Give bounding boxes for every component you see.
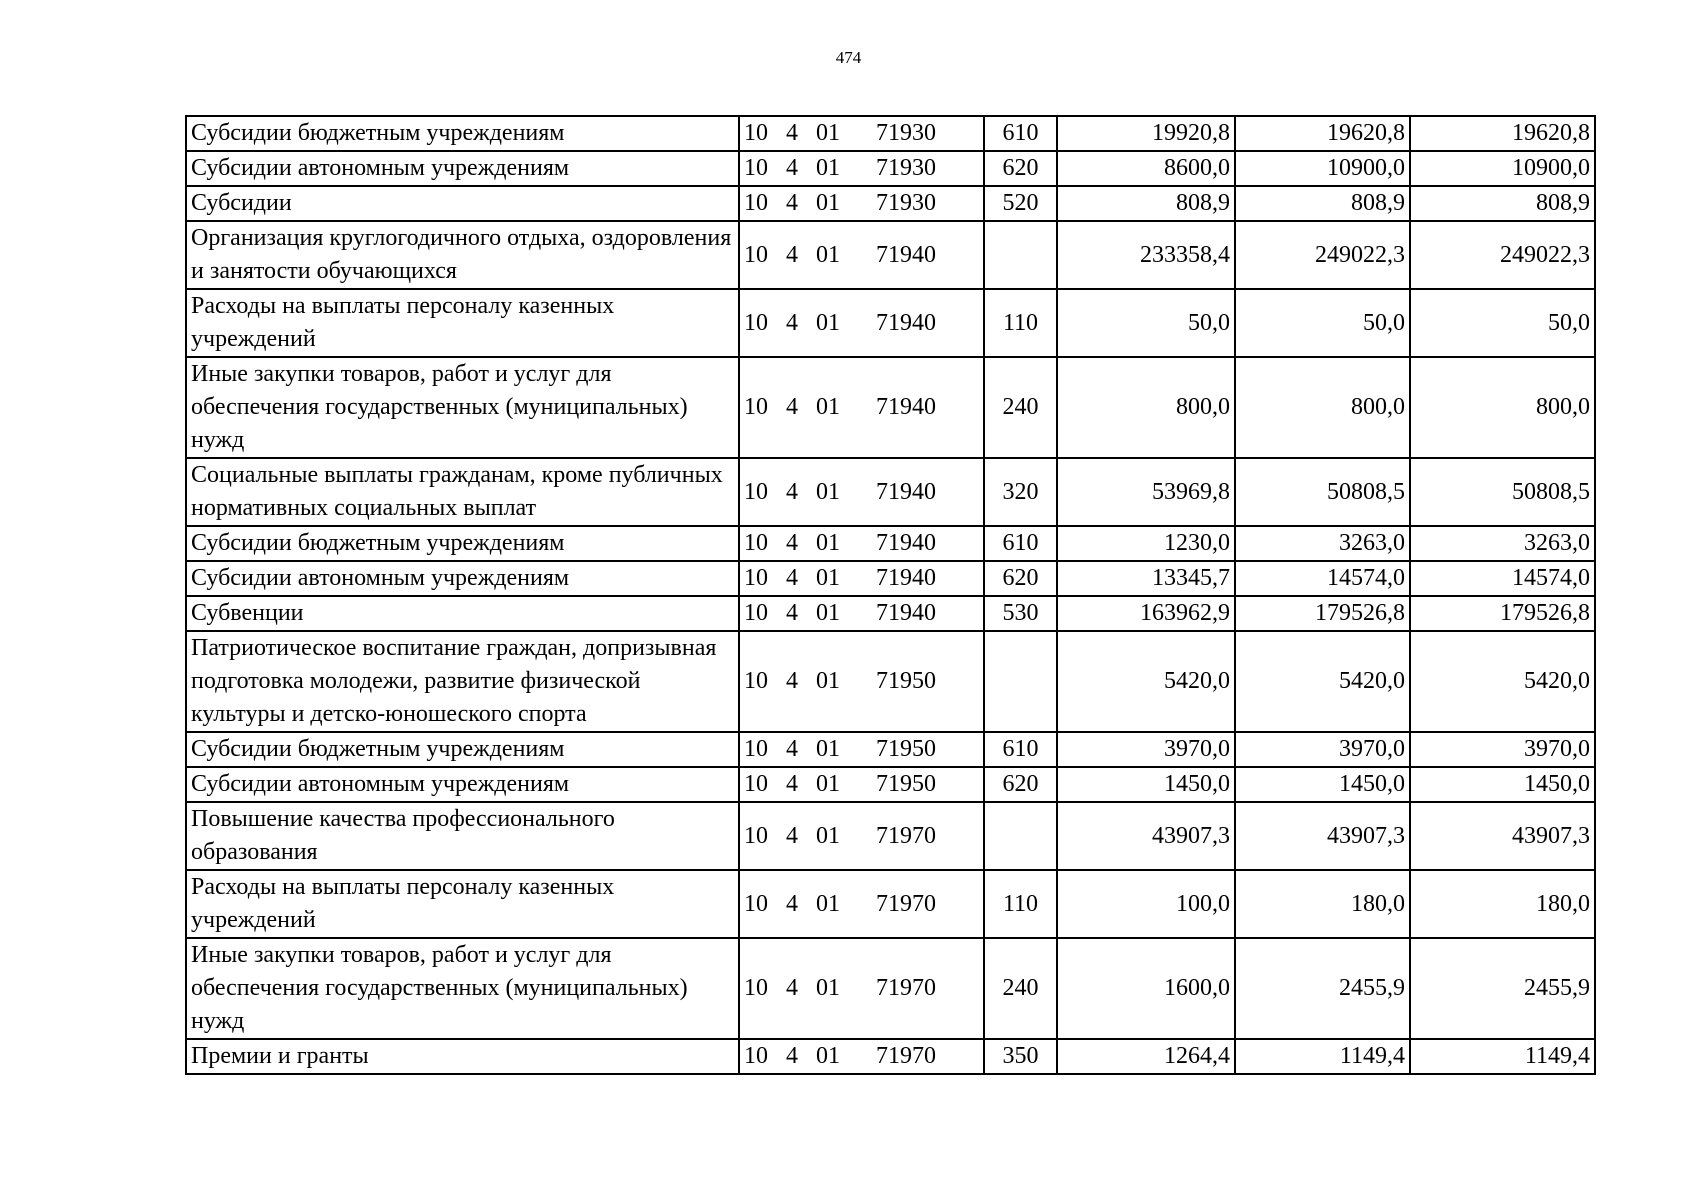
row-code: 10 4 01 71940 <box>739 526 984 561</box>
row-name: Субсидии <box>186 186 739 221</box>
row-value-2: 808,9 <box>1235 186 1410 221</box>
row-value-2: 179526,8 <box>1235 596 1410 631</box>
row-value-2: 180,0 <box>1235 870 1410 938</box>
row-expense-type: 620 <box>984 561 1057 596</box>
row-name: Организация круглогодичного отдыха, оздоровления и занятости обучающихся <box>186 221 739 289</box>
row-value-2: 3970,0 <box>1235 732 1410 767</box>
row-code: 10 4 01 71940 <box>739 561 984 596</box>
row-code: 10 4 01 71970 <box>739 1039 984 1074</box>
row-expense-type: 240 <box>984 938 1057 1039</box>
table-row <box>186 938 1595 1039</box>
page-number: 474 <box>835 48 862 67</box>
row-value-1: 53969,8 <box>1057 458 1235 526</box>
table-row <box>186 289 1595 357</box>
row-value-3: 19620,8 <box>1410 116 1595 151</box>
row-code: 10 4 01 71950 <box>739 767 984 802</box>
table-row <box>186 458 1595 526</box>
table-row <box>186 870 1595 938</box>
row-name: Субвенции <box>186 596 739 631</box>
row-value-3: 10900,0 <box>1410 151 1595 186</box>
row-expense-type: 110 <box>984 289 1057 357</box>
row-code: 10 4 01 71940 <box>739 458 984 526</box>
row-expense-type: 610 <box>984 732 1057 767</box>
row-name: Социальные выплаты гражданам, кроме публичных нормативных социальных выплат <box>186 458 739 526</box>
row-expense-type: 530 <box>984 596 1057 631</box>
row-code: 10 4 01 71940 <box>739 357 984 458</box>
row-code: 10 4 01 71940 <box>739 596 984 631</box>
row-name: Премии и гранты <box>186 1039 739 1074</box>
row-value-1: 800,0 <box>1057 357 1235 458</box>
row-value-1: 3970,0 <box>1057 732 1235 767</box>
row-code: 10 4 01 71930 <box>739 151 984 186</box>
row-code: 10 4 01 71950 <box>739 732 984 767</box>
row-code: 10 4 01 71970 <box>739 938 984 1039</box>
row-value-2: 50808,5 <box>1235 458 1410 526</box>
row-expense-type: 620 <box>984 151 1057 186</box>
row-value-3: 1450,0 <box>1410 767 1595 802</box>
table-row <box>186 767 1595 802</box>
table-row <box>186 802 1595 870</box>
table-row <box>186 732 1595 767</box>
row-value-3: 1149,4 <box>1410 1039 1595 1074</box>
table-row <box>186 526 1595 561</box>
row-value-3: 808,9 <box>1410 186 1595 221</box>
row-code: 10 4 01 71970 <box>739 870 984 938</box>
row-code: 10 4 01 71940 <box>739 289 984 357</box>
row-value-2: 1450,0 <box>1235 767 1410 802</box>
row-name: Субсидии автономным учреждениям <box>186 767 739 802</box>
row-expense-type: 520 <box>984 186 1057 221</box>
row-name: Повышение качества профессионального образования <box>186 802 739 870</box>
row-value-2: 19620,8 <box>1235 116 1410 151</box>
row-value-3: 50,0 <box>1410 289 1595 357</box>
table-row <box>186 357 1595 458</box>
table-row <box>186 631 1595 732</box>
row-value-3: 3263,0 <box>1410 526 1595 561</box>
row-name: Иные закупки товаров, работ и услуг для обеспечения государственных (муниципальных) нужд <box>186 938 739 1039</box>
row-value-2: 3263,0 <box>1235 526 1410 561</box>
row-value-1: 808,9 <box>1057 186 1235 221</box>
row-expense-type: 240 <box>984 357 1057 458</box>
row-value-1: 100,0 <box>1057 870 1235 938</box>
row-expense-type: 620 <box>984 767 1057 802</box>
row-name: Патриотическое воспитание граждан, допризывная подготовка молодежи, развитие физической культуры и детско-юношеского спорта <box>186 631 739 732</box>
row-value-3: 2455,9 <box>1410 938 1595 1039</box>
row-value-2: 5420,0 <box>1235 631 1410 732</box>
row-value-3: 14574,0 <box>1410 561 1595 596</box>
row-value-1: 1450,0 <box>1057 767 1235 802</box>
row-value-1: 19920,8 <box>1057 116 1235 151</box>
row-expense-type: 610 <box>984 116 1057 151</box>
table-row <box>186 596 1595 631</box>
row-code: 10 4 01 71930 <box>739 186 984 221</box>
row-value-2: 800,0 <box>1235 357 1410 458</box>
row-value-1: 1600,0 <box>1057 938 1235 1039</box>
budget-table <box>185 115 1596 1075</box>
row-expense-type: 610 <box>984 526 1057 561</box>
row-expense-type: 350 <box>984 1039 1057 1074</box>
row-code: 10 4 01 71970 <box>739 802 984 870</box>
row-value-2: 50,0 <box>1235 289 1410 357</box>
row-name: Субсидии автономным учреждениям <box>186 561 739 596</box>
row-expense-type <box>984 631 1057 732</box>
row-expense-type <box>984 802 1057 870</box>
row-value-2: 249022,3 <box>1235 221 1410 289</box>
row-name: Субсидии бюджетным учреждениям <box>186 116 739 151</box>
row-value-2: 10900,0 <box>1235 151 1410 186</box>
table-row <box>186 1039 1595 1074</box>
row-value-1: 1230,0 <box>1057 526 1235 561</box>
row-value-1: 163962,9 <box>1057 596 1235 631</box>
row-code: 10 4 01 71940 <box>739 221 984 289</box>
row-value-1: 50,0 <box>1057 289 1235 357</box>
row-value-1: 43907,3 <box>1057 802 1235 870</box>
row-name: Расходы на выплаты персоналу казенных учреждений <box>186 289 739 357</box>
row-name: Субсидии бюджетным учреждениям <box>186 526 739 561</box>
row-value-3: 43907,3 <box>1410 802 1595 870</box>
table-row <box>186 151 1595 186</box>
row-value-1: 5420,0 <box>1057 631 1235 732</box>
row-value-2: 1149,4 <box>1235 1039 1410 1074</box>
row-value-2: 43907,3 <box>1235 802 1410 870</box>
row-value-3: 249022,3 <box>1410 221 1595 289</box>
row-value-3: 50808,5 <box>1410 458 1595 526</box>
row-value-3: 5420,0 <box>1410 631 1595 732</box>
row-name: Расходы на выплаты персоналу казенных учреждений <box>186 870 739 938</box>
row-value-1: 1264,4 <box>1057 1039 1235 1074</box>
table-row <box>186 221 1595 289</box>
row-code: 10 4 01 71950 <box>739 631 984 732</box>
row-value-3: 3970,0 <box>1410 732 1595 767</box>
row-expense-type <box>984 221 1057 289</box>
row-value-3: 179526,8 <box>1410 596 1595 631</box>
table-row <box>186 186 1595 221</box>
row-name: Субсидии автономным учреждениям <box>186 151 739 186</box>
row-value-2: 14574,0 <box>1235 561 1410 596</box>
budget-table-body <box>186 116 1595 1074</box>
row-value-3: 800,0 <box>1410 357 1595 458</box>
row-value-3: 180,0 <box>1410 870 1595 938</box>
row-value-1: 233358,4 <box>1057 221 1235 289</box>
row-name: Субсидии бюджетным учреждениям <box>186 732 739 767</box>
table-row <box>186 116 1595 151</box>
row-value-2: 2455,9 <box>1235 938 1410 1039</box>
row-code: 10 4 01 71930 <box>739 116 984 151</box>
row-expense-type: 320 <box>984 458 1057 526</box>
table-row <box>186 561 1595 596</box>
row-expense-type: 110 <box>984 870 1057 938</box>
row-value-1: 8600,0 <box>1057 151 1235 186</box>
row-value-1: 13345,7 <box>1057 561 1235 596</box>
row-name: Иные закупки товаров, работ и услуг для обеспечения государственных (муниципальных) нужд <box>186 357 739 458</box>
